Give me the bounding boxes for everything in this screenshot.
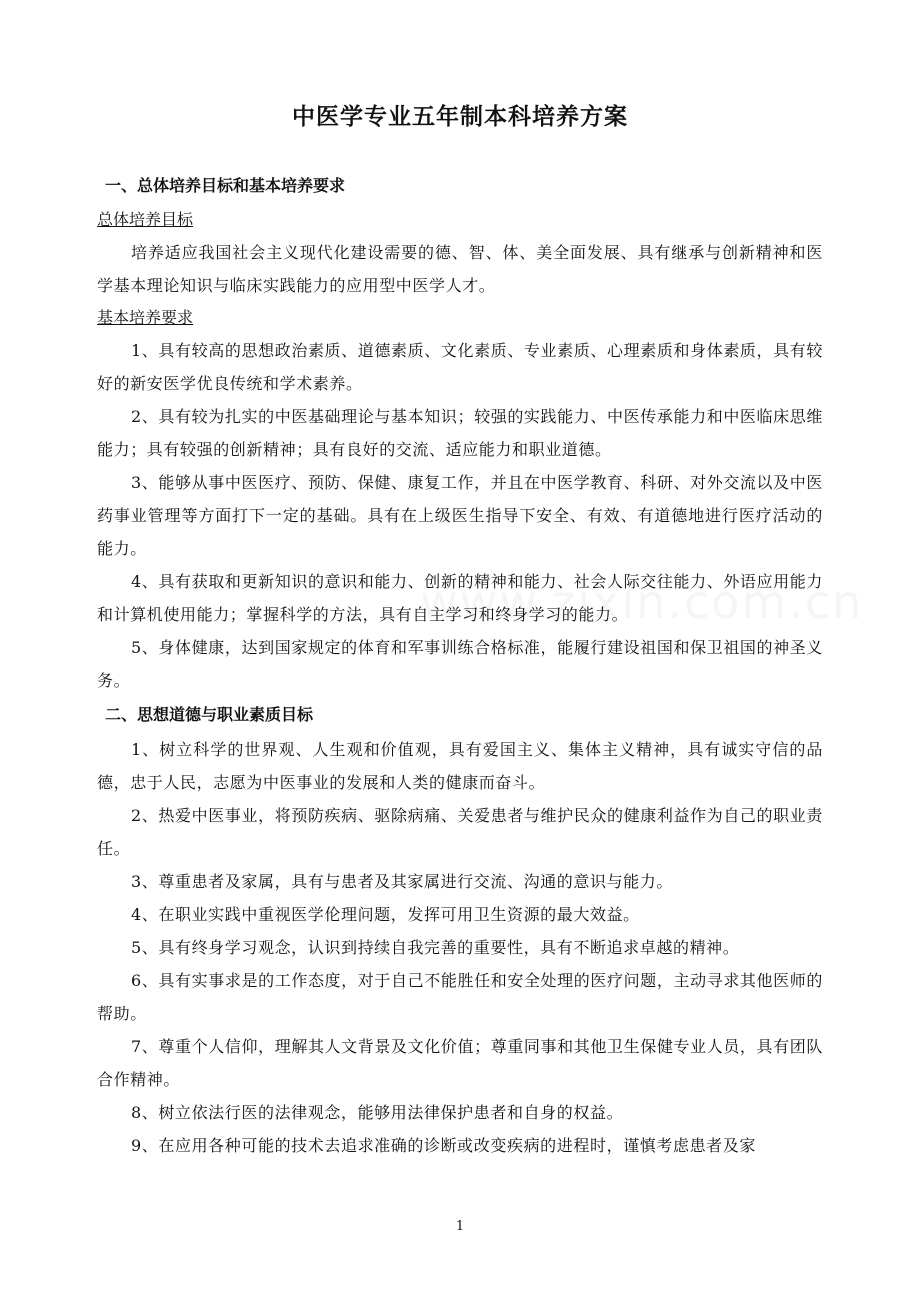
ethics-item: 3、尊重患者及家属，具有与患者及其家属进行交流、沟通的意识与能力。 [131,872,673,891]
ethics-item: 7、尊重个人信仰，理解其人文背景及文化价值；尊重同事和其他卫生保健专业人员，具有团队合作精神。 [97,1037,823,1089]
ethics-item: 8、树立依法行医的法律观念，能够用法律保护患者和自身的权益。 [131,1103,624,1122]
document-body [97,168,823,1162]
requirement-item: 3、能够从事中医医疗、预防、保健、康复工作，并且在中医学教育、科研、对外交流以及中医药事业管理等方面打下一定的基础。具有在上级医生指导下安全、有效、有道德地进行医疗活动的能力。 [97,473,823,558]
subheading-basic-requirements: 基本培养要求 [97,308,194,327]
requirement-item: 1、具有较高的思想政治素质、道德素质、文化素质、专业素质、心理素质和身体素质，具有较好的新安医学优良传统和学术素养。 [97,341,823,393]
ethics-item: 5、具有终身学习观念，认识到持续自我完善的重要性，具有不断追求卓越的精神。 [131,938,740,957]
ethics-item: 1、树立科学的世界观、人生观和价值观，具有爱国主义、集体主义精神，具有诚实守信的品德，忠于人民，志愿为中医事业的发展和人类的健康而奋斗。 [97,740,823,792]
page-number: 1 [455,1219,465,1234]
paragraph-overall-goal: 培养适应我国社会主义现代化建设需要的德、智、体、美全面发展、具有继承与创新精神和医学基本理论知识与临床实践能力的应用型中医学人才。 [97,243,823,295]
section-heading-2: 二、思想道德与职业素质目标 [105,705,314,724]
requirement-item: 4、具有获取和更新知识的意识和能力、创新的精神和能力、社会人际交往能力、外语应用能力和计算机使用能力；掌握科学的方法，具有自主学习和终身学习的能力。 [97,572,823,624]
subheading-overall-goal: 总体培养目标 [97,210,194,229]
ethics-item: 4、在职业实践中重视医学伦理问题，发挥可用卫生资源的最大效益。 [131,905,640,924]
requirement-item: 5、身体健康，达到国家规定的体育和军事训练合格标准，能履行建设祖国和保卫祖国的神圣义务。 [97,638,823,690]
requirement-item: 2、具有较为扎实的中医基础理论与基本知识；较强的实践能力、中医传承能力和中医临床思维能力；具有较强的创新精神；具有良好的交流、适应能力和职业道德。 [97,407,823,459]
document-title: 中医学专业五年制本科培养方案 [292,104,628,130]
section-heading-1: 一、总体培养目标和基本培养要求 [105,176,346,195]
ethics-item: 9、在应用各种可能的技术去追求准确的诊断或改变疾病的进程时，谨慎考虑患者及家 [131,1136,756,1155]
ethics-item: 6、具有实事求是的工作态度，对于自己不能胜任和安全处理的医疗问题，主动寻求其他医师的帮助。 [97,971,823,1023]
ethics-item: 2、热爱中医事业，将预防疾病、驱除病痛、关爱患者与维护民众的健康利益作为自己的职业责任。 [97,806,823,858]
